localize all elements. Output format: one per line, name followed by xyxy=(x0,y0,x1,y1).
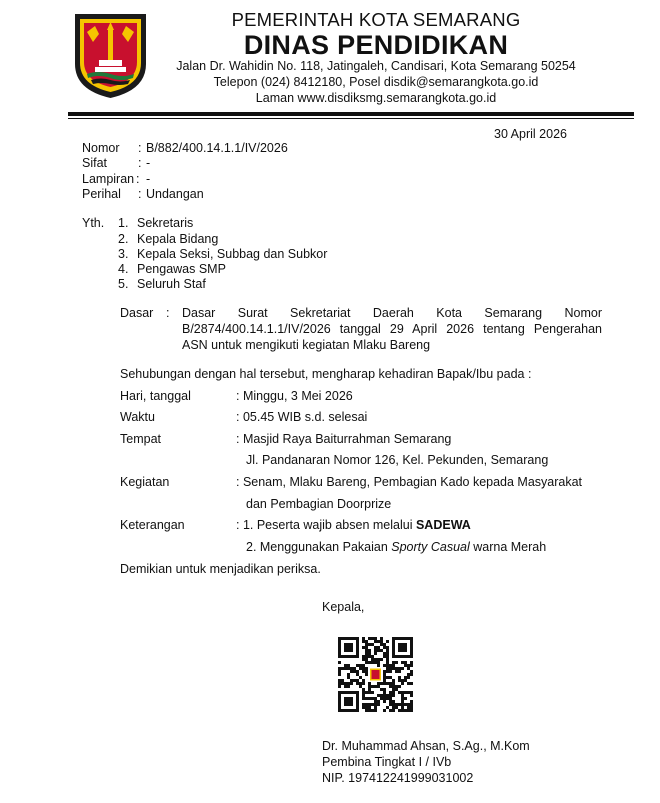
meta-sep-perihal: : xyxy=(138,187,142,201)
signature-rank: Pembina Tingkat I / IVb xyxy=(322,755,452,769)
meta-value-sifat: - xyxy=(146,156,151,170)
semarang-city-emblem xyxy=(73,12,148,100)
detail-value-day: : Minggu, 3 Mei 2026 xyxy=(236,389,353,403)
detail-label-place: Tempat xyxy=(120,432,161,446)
letterhead-address: Jalan Dr. Wahidin No. 118, Jatingaleh, Candisari, Kota Semarang 50254 xyxy=(176,59,576,73)
note-2-dress-code: Sporty Casual xyxy=(391,540,470,554)
recipient-number: 4. xyxy=(118,262,129,276)
meta-sep-lampiran: : xyxy=(136,172,140,186)
detail-note-2 xyxy=(246,540,546,554)
dasar-label: Dasar xyxy=(120,306,154,320)
note-1-text: : 1. Peserta wajib absen melalui xyxy=(236,518,416,532)
meta-label-lampiran: Lampiran xyxy=(82,172,135,186)
dasar-body xyxy=(182,305,602,353)
letterhead-contact: Telepon (024) 8412180, Posel disdik@semarangkota.go.id xyxy=(213,75,539,89)
dasar-line: B/2874/400.14.1.1/IV/2026 tanggal 29 April 2026 tentang Pengerahan xyxy=(182,322,602,336)
letterhead-divider-thin xyxy=(68,118,634,119)
recipient-text: Kepala Bidang xyxy=(137,232,219,246)
letterhead-agency: DINAS PENDIDIKAN xyxy=(243,30,509,60)
meta-label-sifat: Sifat xyxy=(82,156,108,170)
meta-value-nomor: B/882/400.14.1.1/IV/2026 xyxy=(146,141,288,155)
detail-value-activity: : Senam, Mlaku Bareng, Pembagian Kado kepada Masyarakat xyxy=(236,475,583,489)
note-2-text: 2. Menggunakan Pakaian xyxy=(246,540,392,554)
meta-value-perihal: Undangan xyxy=(146,187,204,201)
closing-text: Demikian untuk menjadikan periksa. xyxy=(120,562,321,576)
detail-label-notes: Keterangan xyxy=(120,518,185,532)
detail-label-time: Waktu xyxy=(120,410,155,424)
detail-value-place: : Masjid Raya Baiturrahman Semarang xyxy=(236,432,452,446)
note-1-app-name: SADEWA xyxy=(415,518,471,532)
qr-code-signature xyxy=(338,637,413,712)
recipients-label: Yth. xyxy=(82,216,105,230)
recipient-number: 3. xyxy=(118,247,129,261)
letter-date: 30 April 2026 xyxy=(494,127,567,141)
detail-label-day: Hari, tanggal xyxy=(120,389,191,403)
dasar-line: ASN untuk mengikuti kegiatan Mlaku Bareng xyxy=(182,338,431,352)
signature-title: Kepala, xyxy=(322,600,365,614)
recipient-number: 1. xyxy=(118,216,129,230)
signature-name: Dr. Muhammad Ahsan, S.Ag., M.Kom xyxy=(322,739,530,753)
meta-sep-sifat: : xyxy=(138,156,142,170)
recipient-text: Sekretaris xyxy=(137,216,194,230)
recipient-number: 5. xyxy=(118,277,129,291)
meta-label-nomor: Nomor xyxy=(82,141,120,155)
recipient-text: Kepala Seksi, Subbag dan Subkor xyxy=(137,247,328,261)
dasar-line: Dasar Surat Sekretariat Daerah Kota Semarang Nomor xyxy=(182,306,602,320)
recipient-number: 2. xyxy=(118,232,129,246)
detail-value-activity-cont: dan Pembagian Doorprize xyxy=(246,497,392,511)
letterhead-government: PEMERINTAH KOTA SEMARANG xyxy=(231,9,521,30)
meta-value-lampiran: - xyxy=(146,172,151,186)
recipient-text: Pengawas SMP xyxy=(137,262,226,276)
signature-nip: NIP. 197412241999031002 xyxy=(322,771,474,785)
dasar-sep: : xyxy=(166,306,170,320)
note-2-suffix: warna Merah xyxy=(469,540,547,554)
recipient-text: Seluruh Staf xyxy=(137,277,206,291)
intro-text: Sehubungan dengan hal tersebut, mengharap kehadiran Bapak/Ibu pada : xyxy=(120,367,532,381)
detail-value-time: : 05.45 WIB s.d. selesai xyxy=(236,410,368,424)
detail-label-activity: Kegiatan xyxy=(120,475,170,489)
meta-label-perihal: Perihal xyxy=(82,187,121,201)
letterhead-website: Laman www.disdiksmg.semarangkota.go.id xyxy=(255,91,497,105)
detail-note-1 xyxy=(236,518,471,532)
meta-sep-nomor: : xyxy=(138,141,142,155)
letterhead-divider xyxy=(68,112,634,116)
detail-value-place-address: Jl. Pandanaran Nomor 126, Kel. Pekunden, Semarang xyxy=(246,453,549,467)
